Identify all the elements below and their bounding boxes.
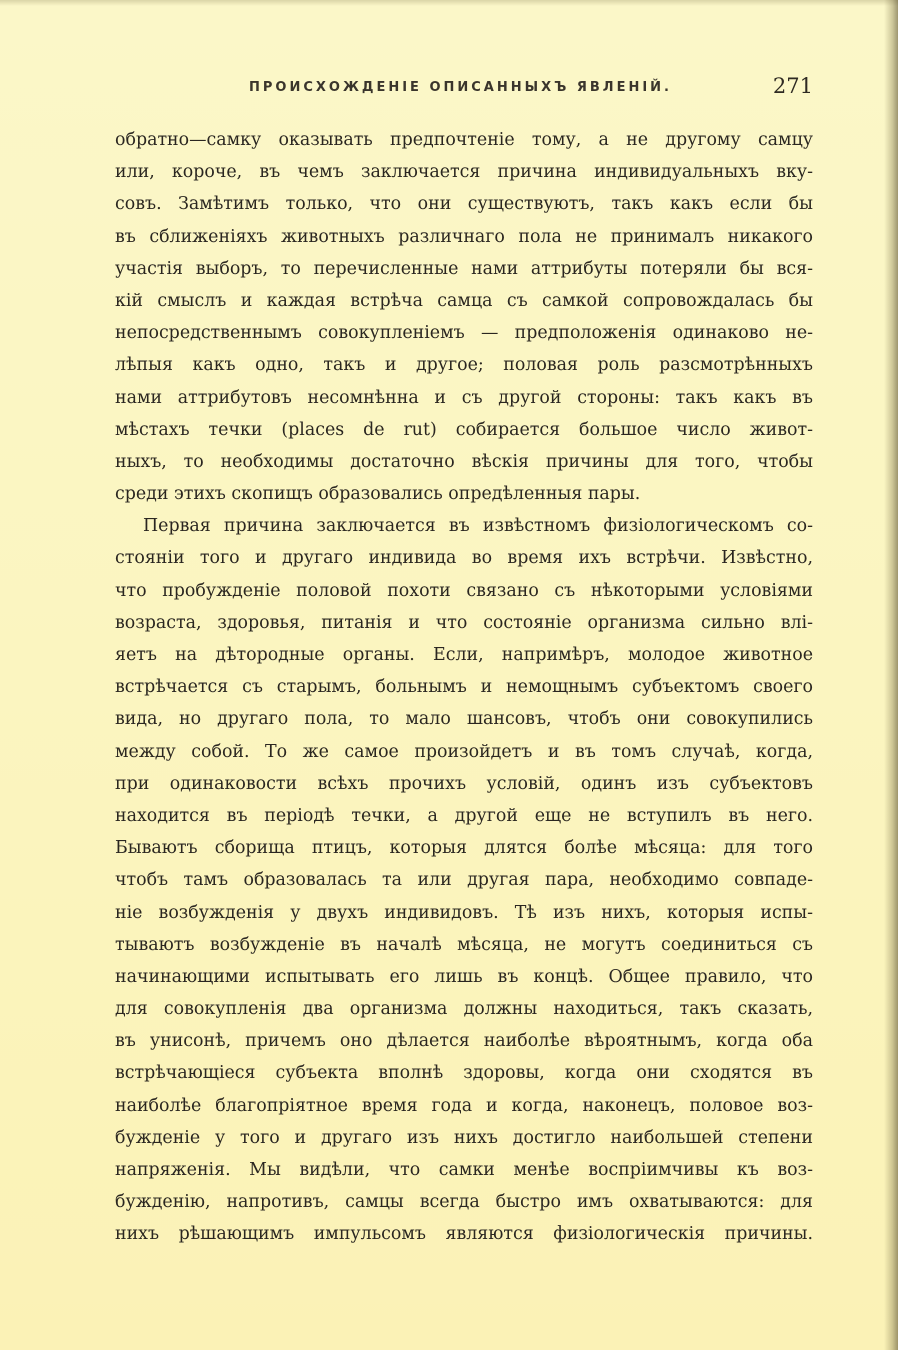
body-text — [115, 124, 813, 1251]
text-line: бужденіе у того и другаго изъ нихъ достигло наибольшей степени — [115, 1127, 813, 1148]
text-line: бужденію, напротивъ, самцы всегда быстро имъ охватываются: для — [115, 1192, 813, 1213]
text-line: въ сближеніяхъ животныхъ различнаго пола не принималъ никакого — [115, 226, 813, 247]
text-line: обратно—самку оказывать предпочтеніе тому, а не другому самцу — [115, 130, 813, 150]
text-line: наиболѣе благопріятное время года и когда, наконецъ, половое воз- — [115, 1095, 813, 1116]
text-line: ніе возбужденія у двухъ индивидовъ. Тѣ изъ нихъ, которыя испы- — [115, 902, 813, 923]
text-line: въ унисонѣ, причемъ оно дѣлается наиболѣе вѣроятнымъ, когда оба — [115, 1031, 813, 1052]
text-line: чтобъ тамъ образовалась та или другая пара, необходимо совпаде- — [115, 870, 813, 891]
text-line: кій смыслъ и каждая встрѣча самца съ самкой сопровождалась бы — [115, 290, 813, 311]
page-binding-shadow — [884, 0, 898, 1350]
text-line: возраста, здоровья, питанія и что состояніе организма сильно влі- — [115, 612, 813, 633]
paragraph-1 — [115, 124, 813, 510]
text-line: стояніи того и другаго индивида во время ихъ встрѣчи. Извѣстно, — [115, 548, 813, 569]
text-line: участія выборъ, то перечисленные нами аттрибуты потеряли бы вся- — [115, 258, 813, 279]
text-line: непосредственнымъ совокупленіемъ — предположенія одинаково не- — [115, 323, 813, 344]
text-line: вида, но другаго пола, то мало шансовъ, чтобъ они совокупились — [115, 709, 813, 730]
text-line: нихъ рѣшающимъ импульсомъ являются физіологическія причины. — [115, 1224, 813, 1245]
text-line: ныхъ, то необходимы достаточно вѣскія причины для того, чтобы — [115, 451, 813, 472]
page-number: 271 — [772, 74, 813, 98]
text-line: находится въ періодѣ течки, а другой еще не вступилъ въ него. — [115, 805, 813, 826]
page-header — [115, 74, 813, 104]
text-line: для совокупленія два организма должны находиться, такъ сказать, — [115, 999, 813, 1020]
text-line: начинающими испытывать его лишь въ концѣ. Общее правило, что — [115, 966, 813, 987]
text-line: встрѣчается съ старымъ, больнымъ и немощнымъ субъектомъ своего — [115, 677, 813, 698]
page-top-shadow — [0, 0, 898, 6]
text-line: Бываютъ сборища птицъ, которыя длятся болѣе мѣсяца: для того — [115, 838, 813, 859]
text-line: при одинаковости всѣхъ прочихъ условій, одинъ изъ субъектовъ — [115, 773, 813, 794]
text-line: нами аттрибутовъ несомнѣнна и съ другой стороны: такъ какъ въ — [115, 387, 813, 408]
text-line: мѣстахъ течки (places de rut) собирается большое число живот- — [115, 419, 813, 440]
text-line: или, короче, въ чемъ заключается причина индивидуальныхъ вку- — [115, 162, 813, 183]
text-line: лѣпыя какъ одно, такъ и другое; половая роль разсмотрѣнныхъ — [115, 355, 813, 376]
running-title: ПРОИСХОЖДЕНІЕ ОПИСАННЫХЪ ЯВЛЕНІЙ. — [249, 80, 672, 95]
text-line: тываютъ возбужденіе въ началѣ мѣсяца, не могутъ соединиться съ — [115, 934, 813, 955]
text-line: среди этихъ скопищъ образовались опредѣленныя пары. — [115, 484, 641, 505]
text-line: Первая причина заключается въ извѣстномъ физіологическомъ со- — [143, 516, 813, 537]
text-line: совъ. Замѣтимъ только, что они существуютъ, такъ какъ если бы — [115, 194, 813, 215]
text-line: между собой. То же самое произойдетъ и въ томъ случаѣ, когда, — [115, 741, 813, 762]
text-line: напряженія. Мы видѣли, что самки менѣе воспріимчивы къ воз- — [115, 1160, 813, 1180]
text-line: что пробужденіе половой похоти связано съ нѣкоторыми условіями — [115, 580, 813, 601]
text-line: встрѣчающіеся субъекта вполнѣ здоровы, когда они сходятся въ — [115, 1063, 813, 1084]
text-line: яетъ на дѣтородные органы. Если, напримѣръ, молодое животное — [115, 645, 813, 665]
paragraph-2 — [115, 510, 813, 1250]
